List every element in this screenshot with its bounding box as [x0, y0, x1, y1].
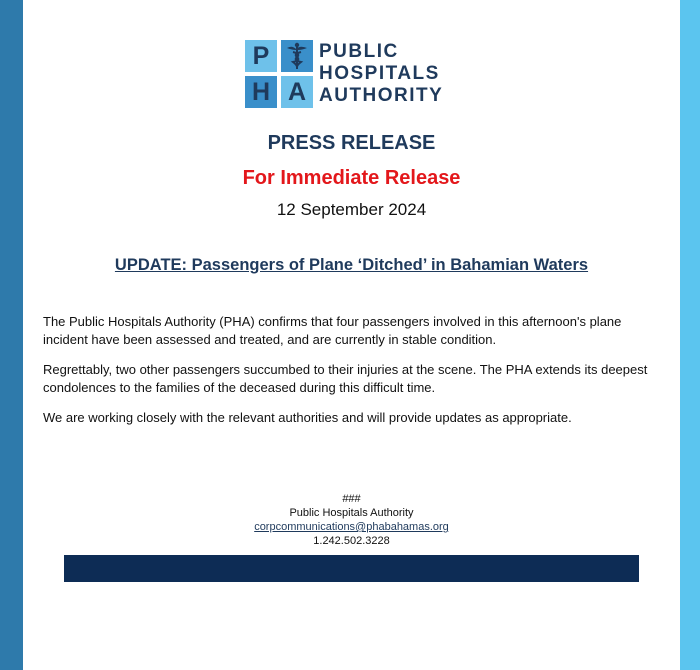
end-marker: ### [342, 493, 361, 505]
left-border-bar [0, 0, 23, 670]
paragraph-3: We are working closely with the relevant authorities and will provide updates as appropriate. [43, 410, 572, 425]
logo-tile-p: P [245, 40, 277, 72]
right-border-bar [680, 0, 700, 670]
footer-bar [64, 555, 639, 582]
footer-email-link[interactable]: corpcommunications@phabahamas.org [254, 521, 449, 533]
logo-tile-a: A [281, 76, 313, 108]
caduceus-icon [281, 40, 313, 72]
paragraph-1: The Public Hospitals Authority (PHA) confirms that four passengers involved in this afternoon's plane incident have been assessed and treated, and are currently in stable condition. [43, 314, 622, 347]
paragraph-2: Regrettably, two other passengers succumbed to their injuries at the scene. The PHA extends its deepest condolences to the families of the deceased during this difficult time. [43, 362, 648, 395]
footer-org: Public Hospitals Authority [289, 507, 414, 519]
logo-tile-h: H [245, 76, 277, 108]
headline: UPDATE: Passengers of Plane ‘Ditched’ in Bahamian Waters [114, 256, 589, 274]
logo-line-public: PUBLIC [319, 41, 399, 62]
press-release-page [23, 0, 680, 670]
pha-logo [245, 40, 485, 108]
logo-line-hospitals: HOSPITALS [319, 63, 440, 84]
footer-phone: 1.242.502.3228 [313, 535, 390, 547]
press-release-title: PRESS RELEASE [267, 132, 436, 154]
immediate-release-label: For Immediate Release [242, 167, 461, 189]
logo-wordmark [319, 41, 443, 107]
logo-line-authority: AUTHORITY [319, 85, 444, 106]
release-date: 12 September 2024 [276, 200, 427, 219]
